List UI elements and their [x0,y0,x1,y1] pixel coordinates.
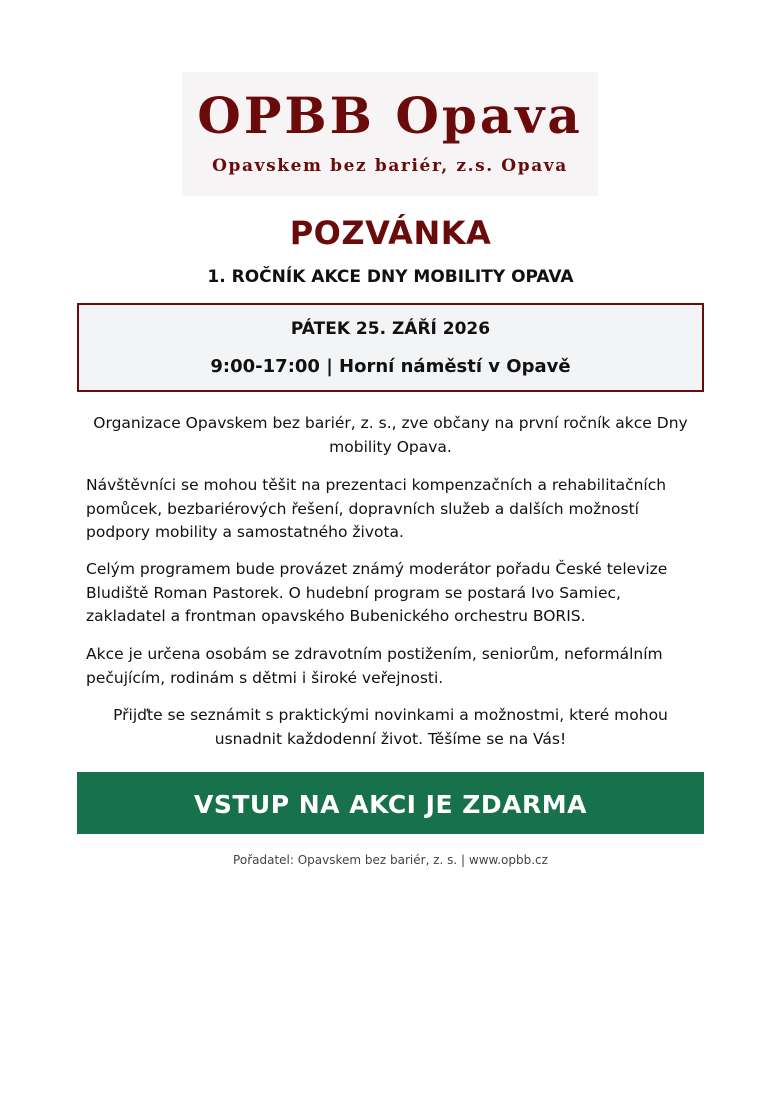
event-time-place: 9:00-17:00 | Horní náměstí v Opavě [210,356,571,377]
event-info-box [77,303,704,392]
logo-title: OPBB Opava [197,86,583,145]
invitation-title: POZVÁNKA [289,214,492,252]
event-subtitle: 1. ROČNÍK AKCE DNY MOBILITY OPAVA [207,267,574,287]
free-entry-banner: VSTUP NA AKCI JE ZDARMA [77,772,704,834]
visitors-paragraph: Návštěvníci se mohou těšit na prezentaci kompenzačních a rehabilitačních pomůcek, bezbariérových řešení, dopravních služeb a dalších možností podpory mobility a samostatného života. [86,476,667,541]
logo-subtitle: Opavskem bez bariér, z.s. Opava [212,156,568,176]
program-paragraph: Celým programem bude provázet známý moderátor pořadu České televize Bludiště Roman Pastorek. O hudební program se postará Ivo Samiec, zakladatel a frontman opavského Bubenického orchestru BORIS. [86,560,668,625]
intro-paragraph: Organizace Opavskem bez bariér, z. s., zve občany na první ročník akce Dny mobility Opava. [93,414,688,456]
organization-logo [182,72,598,196]
closing-paragraph: Přijďte se seznámit s praktickými novinkami a možnostmi, které mohou usnadnit každodenní život. Těšíme se na Vás! [113,706,668,748]
organizer-footer: Pořadatel: Opavskem bez bariér, z. s. | www.opbb.cz [233,853,548,867]
event-date: PÁTEK 25. ZÁŘÍ 2026 [290,319,491,339]
audience-paragraph: Akce je určena osobám se zdravotním postižením, seniorům, neformálním pečujícím, rodinám s dětmi i široké veřejnosti. [86,645,663,687]
